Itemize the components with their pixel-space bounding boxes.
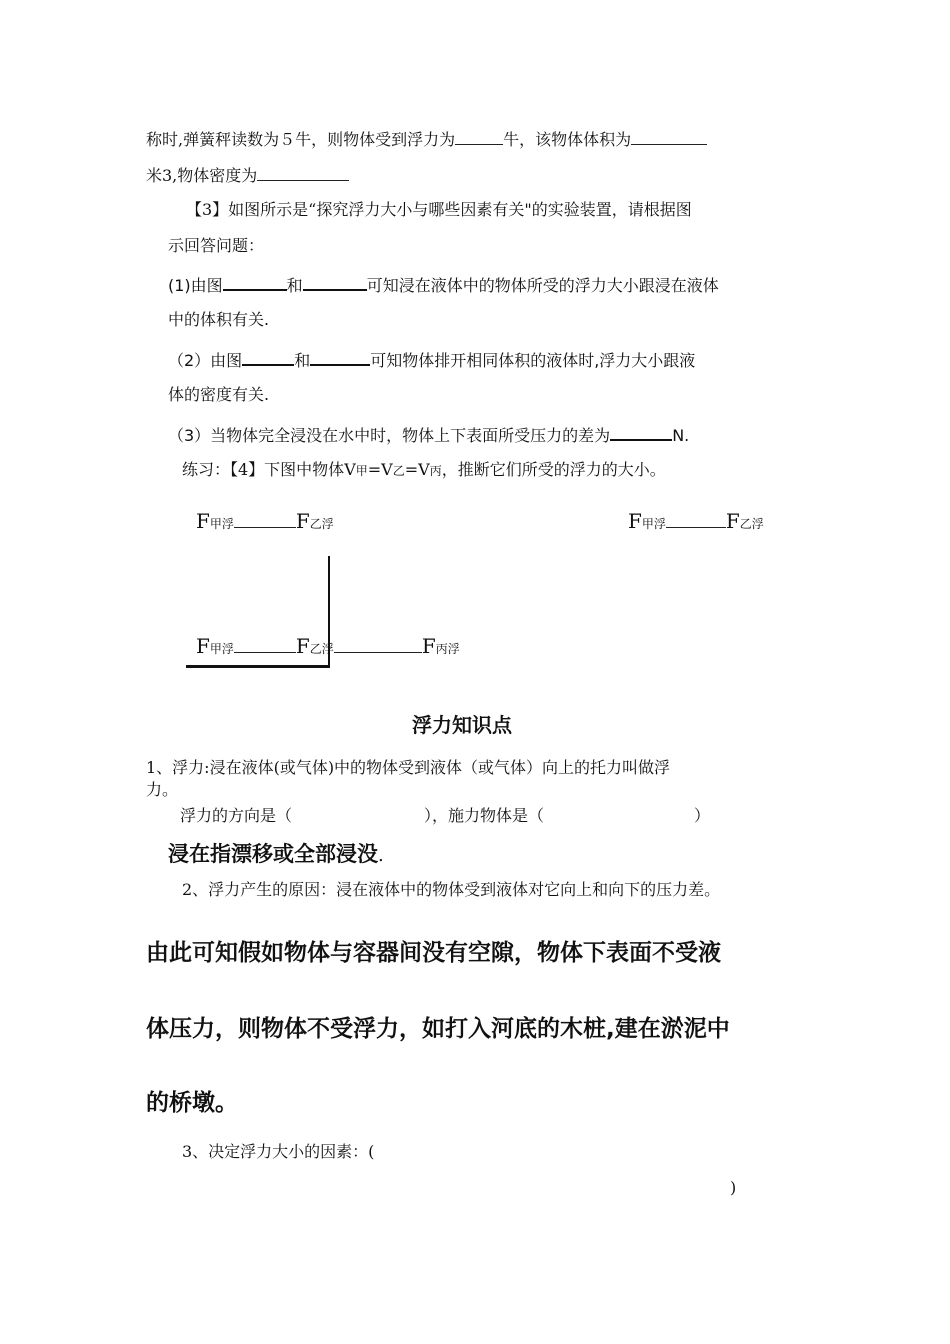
subscript-bing-fu: 丙浮 (435, 642, 460, 656)
question-3-part-1 (168, 273, 719, 296)
subscript-yi-fu: 乙浮 (309, 517, 334, 531)
note-1-fill (180, 806, 710, 826)
text-segment: . (378, 845, 384, 866)
equals-sign: = (404, 460, 419, 479)
question-3-part-1-cont: 中的体积有关. (168, 310, 270, 329)
text-segment: 称时,弹簧秤读数为５牛，则物体受到浮力为 (146, 130, 456, 149)
question-3-intro-cont: 示回答问题： (168, 236, 265, 255)
force-symbol: F (628, 509, 642, 533)
answer-blank[interactable] (242, 348, 294, 366)
subscript-jia-fu: 甲浮 (209, 517, 234, 531)
note-3: 3、决定浮力大小的因素：( (182, 1142, 375, 1161)
note-2: 2、浮力产生的原因：浸在液体中的物体受到液体对它向上和向下的压力差。 (182, 880, 721, 899)
text-segment: 浮力的方向是（ (180, 806, 293, 825)
text-segment: 浸在指漂移或全部浸没 (168, 842, 378, 866)
text-segment: (1)由图 (168, 276, 223, 295)
subscript-yi-fu: 乙浮 (309, 642, 334, 656)
force-symbol: F (421, 634, 436, 658)
text-segment: （3）当物体完全浸没在水中时，物体上下表面所受压力的差为 (168, 426, 611, 445)
text-segment: （2）由图 (168, 351, 243, 370)
force-symbol: F (295, 509, 310, 533)
question-3-part-2 (168, 348, 695, 371)
question-3-part-2-cont: 体的密度有关. (168, 385, 270, 404)
answer-blank[interactable] (334, 638, 422, 653)
subscript-yi: 乙 (392, 464, 405, 478)
question-text-line (146, 128, 707, 150)
answer-blank[interactable] (631, 128, 707, 145)
force-symbol: F (725, 509, 740, 533)
section-title: 浮力知识点 (412, 713, 512, 737)
question-4-text (182, 460, 666, 481)
question-text-line (146, 164, 349, 186)
text-segment: ，推断它们所受的浮力的大小。 (441, 460, 666, 479)
note-3-close: ) (730, 1178, 737, 1197)
answer-blank[interactable] (455, 128, 503, 145)
answer-blank[interactable] (303, 273, 367, 291)
equals-sign: = (367, 460, 382, 479)
figure-base-line (186, 665, 330, 668)
answer-blank[interactable] (610, 423, 672, 441)
var-v: V (344, 460, 356, 479)
text-segment: 可知浸在液体中的物体所受的浮力大小跟浸在液体 (366, 276, 719, 295)
subscript-jia-fu: 甲浮 (641, 517, 666, 531)
buoyancy-compare-left (196, 509, 334, 536)
answer-blank[interactable] (234, 513, 296, 528)
unit-text: N. (672, 426, 690, 445)
subscript-yi-fu: 乙浮 (739, 517, 764, 531)
force-symbol: F (196, 509, 210, 533)
answer-blank[interactable] (310, 348, 370, 366)
force-symbol: F (196, 634, 210, 658)
answer-blank[interactable] (223, 273, 287, 291)
answer-blank[interactable] (666, 513, 726, 528)
subscript-bing: 丙 (429, 464, 442, 478)
emphasis-line-3: 的桥墩。 (146, 1090, 238, 1116)
emphasis-line-2: 体压力，则物体不受浮力，如打入河底的木桩,建在淤泥中 (146, 1016, 730, 1042)
buoyancy-compare-right (628, 509, 764, 536)
text-segment: 可知物体排开相同体积的液体时,浮力大小跟液 (370, 351, 696, 370)
text-segment: 练习：【4】下图中物体 (182, 460, 345, 479)
text-segment: ），施力物体是（ (424, 806, 545, 825)
buoyancy-compare-three (196, 634, 460, 661)
note-bold-line (168, 840, 384, 870)
emphasis-line-1: 由此可知假如物体与容器间没有空隙，物体下表面不受液 (146, 940, 721, 966)
text-segment: 牛，该物体体积为 (503, 130, 632, 149)
answer-blank[interactable] (257, 164, 349, 181)
var-v: V (381, 460, 393, 479)
question-3-part-3 (168, 423, 689, 446)
answer-blank[interactable] (234, 638, 296, 653)
text-segment: 米3,物体密度为 (146, 166, 258, 185)
var-v: V (418, 460, 430, 479)
note-1: 1、浮力:浸在液体(或气体)中的物体受到液体（或气体）向上的托力叫做浮 (146, 758, 671, 777)
text-segment: 和 (286, 276, 303, 295)
subscript-jia-fu: 甲浮 (209, 642, 234, 656)
note-1-cont: 力。 (146, 780, 179, 799)
text-segment: ） (694, 806, 711, 825)
text-segment: 和 (294, 351, 311, 370)
subscript-jia: 甲 (355, 464, 368, 478)
question-3-intro: 【3】如图所示是“探究浮力大小与哪些因素有关"的实验装置，请根据图 (186, 200, 692, 219)
force-symbol: F (295, 634, 310, 658)
